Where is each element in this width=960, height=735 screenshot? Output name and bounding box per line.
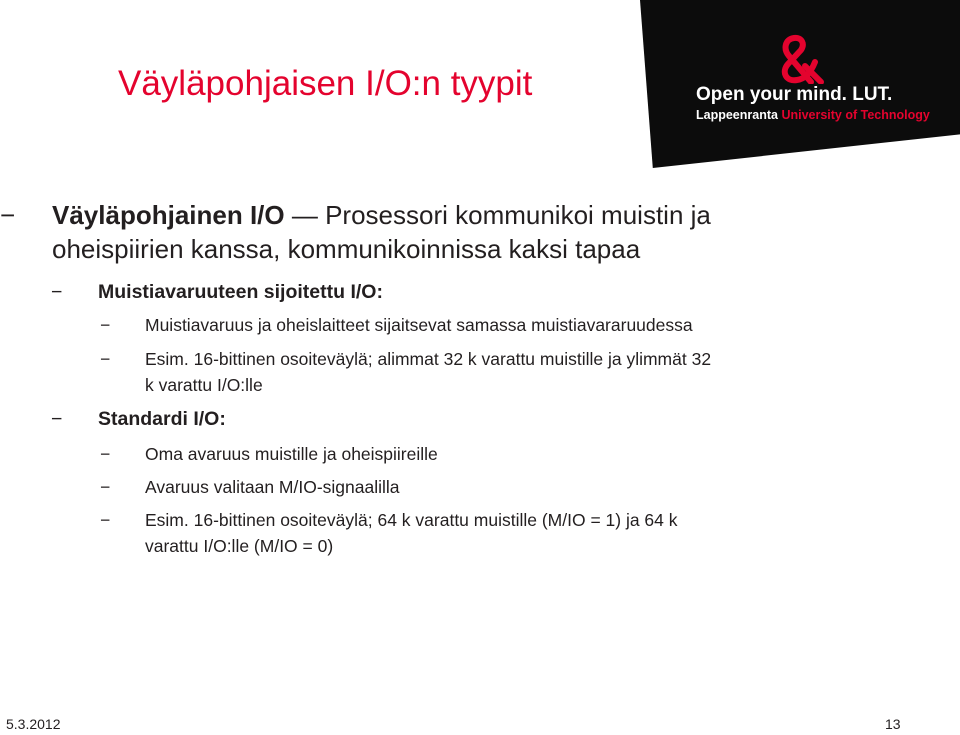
bullet-memory-mapped-io [51,280,383,304]
bullet-term: Väyläpohjainen I/O [52,200,285,230]
bullet-continuation: varattu I/O:lle (M/IO = 0) [145,536,334,556]
bullet-dash: − [0,200,16,230]
footer-date: 5.3.2012 [6,716,61,732]
bullet-continuation: oheispiirien kanssa, kommunikoinnissa kaksi tapaa [52,234,641,264]
bullet-text: Esim. 16-bittinen osoiteväylä; 64 k varattu muistille (M/IO = 1) ja 64 k [145,510,678,530]
logo-slogan: Open your mind. LUT. [696,84,893,105]
bullet-dash: − [100,444,111,464]
slide-title: Väyläpohjaisen I/O:n tyypit [118,64,533,103]
bullet-dash: − [51,281,63,303]
bullet-dash: − [100,315,111,335]
bullet-text: Standardi I/O: [98,408,226,430]
bullet-dash: − [100,477,111,497]
bullet-separate-space [100,441,438,467]
bullet-vaylapohjainen-io [0,199,711,231]
bullet-mio-signal [100,474,400,500]
bullet-text: Oma avaruus muistille ja oheispiireille [145,444,438,464]
bullet-text: Muistiavaruuteen sijoitettu I/O: [98,281,383,303]
ampersand-icon [775,30,825,84]
bullet-text: Avaruus valitaan M/IO-signaalilla [145,477,400,497]
bullet-text: Muistiavaruus ja oheislaitteet sijaitsevat samassa muistiavararuudessa [145,315,693,335]
bullet-example-16bit-mm [100,346,712,372]
bullet-text: — Prosessori kommunikoi muistin ja [284,200,711,230]
bullet-text: Esim. 16-bittinen osoiteväylä; alimmat 32 k varattu muistille ja ylimmät 32 [145,349,712,369]
bullet-standard-io [51,407,226,431]
bullet-example-16bit-std [100,507,678,533]
logo-university-name: Lappeenranta University of Technology [696,108,930,122]
bullet-shared-address-space [100,312,693,338]
bullet-dash: − [100,510,111,530]
page-number: 13 [885,716,901,732]
bullet-dash: − [100,349,111,369]
bullet-dash: − [51,408,63,430]
bullet-continuation: k varattu I/O:lle [145,375,263,395]
